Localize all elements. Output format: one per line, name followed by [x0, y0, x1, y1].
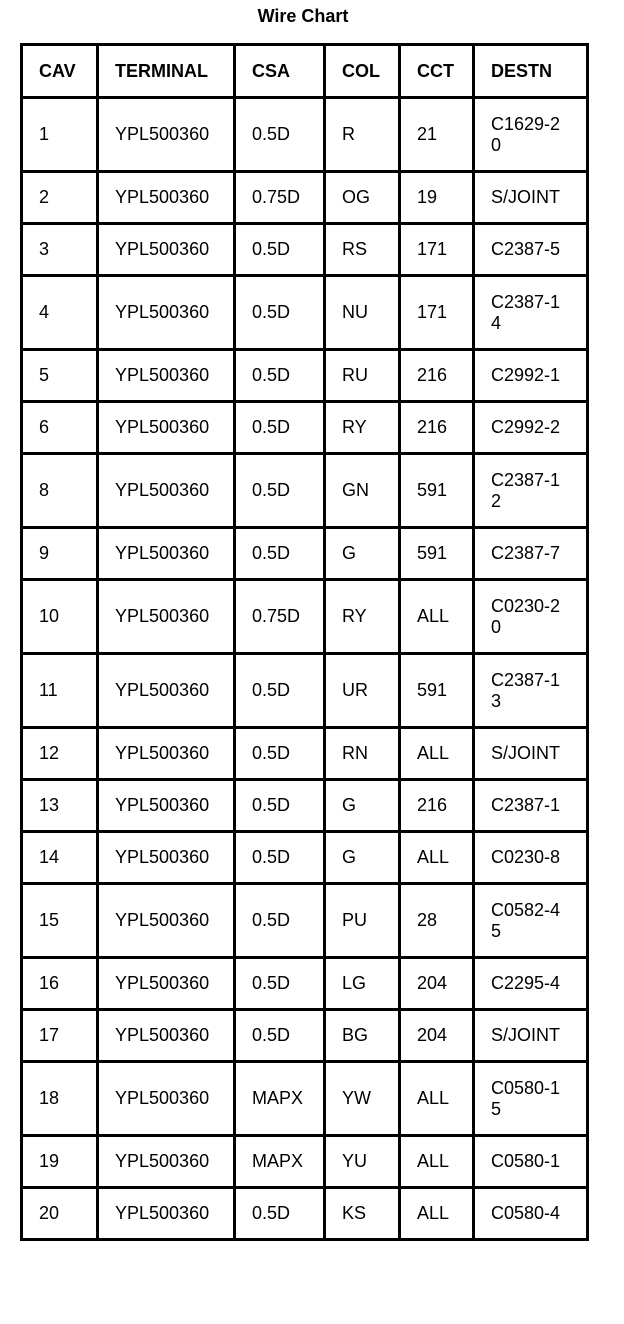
cell-col: G — [325, 832, 400, 884]
wire-chart-table — [20, 43, 589, 1241]
table-row — [22, 276, 588, 350]
cell-cct: ALL — [400, 1136, 474, 1188]
cell-destn: C0582-45 — [474, 884, 588, 958]
cell-cav: 17 — [22, 1010, 98, 1062]
cell-csa: MAPX — [235, 1136, 325, 1188]
table-row — [22, 884, 588, 958]
cell-cav: 11 — [22, 654, 98, 728]
cell-cct: ALL — [400, 1188, 474, 1240]
cell-col: RU — [325, 350, 400, 402]
cell-cav: 10 — [22, 580, 98, 654]
cell-terminal: YPL500360 — [98, 1188, 235, 1240]
cell-cct: ALL — [400, 728, 474, 780]
cell-cav: 14 — [22, 832, 98, 884]
cell-cct: 28 — [400, 884, 474, 958]
cell-cct: 171 — [400, 276, 474, 350]
table-row — [22, 1010, 588, 1062]
cell-csa: 0.5D — [235, 350, 325, 402]
cell-col: GN — [325, 454, 400, 528]
cell-col: G — [325, 780, 400, 832]
cell-col: G — [325, 528, 400, 580]
cell-cav: 19 — [22, 1136, 98, 1188]
cell-cct: 591 — [400, 454, 474, 528]
cell-col: NU — [325, 276, 400, 350]
cell-cav: 3 — [22, 224, 98, 276]
cell-csa: 0.5D — [235, 454, 325, 528]
cell-destn: C2387-12 — [474, 454, 588, 528]
table-row — [22, 580, 588, 654]
cell-cav: 5 — [22, 350, 98, 402]
cell-cct: 216 — [400, 402, 474, 454]
cell-cct: 204 — [400, 958, 474, 1010]
cell-col: R — [325, 98, 400, 172]
cell-col: YW — [325, 1062, 400, 1136]
cell-destn: C1629-20 — [474, 98, 588, 172]
cell-terminal: YPL500360 — [98, 580, 235, 654]
cell-csa: 0.5D — [235, 958, 325, 1010]
cell-terminal: YPL500360 — [98, 832, 235, 884]
table-row — [22, 654, 588, 728]
table-row — [22, 172, 588, 224]
column-header-col: COL — [325, 45, 400, 98]
table-row — [22, 1136, 588, 1188]
cell-cav: 8 — [22, 454, 98, 528]
cell-cav: 15 — [22, 884, 98, 958]
cell-csa: 0.5D — [235, 98, 325, 172]
cell-cav: 16 — [22, 958, 98, 1010]
cell-destn: C2992-2 — [474, 402, 588, 454]
cell-col: RY — [325, 580, 400, 654]
cell-destn: C0580-15 — [474, 1062, 588, 1136]
cell-cav: 1 — [22, 98, 98, 172]
cell-destn: C2387-7 — [474, 528, 588, 580]
cell-cav: 9 — [22, 528, 98, 580]
cell-terminal: YPL500360 — [98, 276, 235, 350]
cell-col: OG — [325, 172, 400, 224]
cell-destn: C2387-5 — [474, 224, 588, 276]
cell-cav: 6 — [22, 402, 98, 454]
column-header-cct: CCT — [400, 45, 474, 98]
cell-col: UR — [325, 654, 400, 728]
cell-terminal: YPL500360 — [98, 98, 235, 172]
cell-cav: 4 — [22, 276, 98, 350]
cell-destn: C2295-4 — [474, 958, 588, 1010]
table-row — [22, 224, 588, 276]
cell-cav: 13 — [22, 780, 98, 832]
table-row — [22, 98, 588, 172]
cell-terminal: YPL500360 — [98, 884, 235, 958]
cell-csa: 0.5D — [235, 402, 325, 454]
cell-col: BG — [325, 1010, 400, 1062]
cell-destn: C0580-4 — [474, 1188, 588, 1240]
cell-csa: 0.5D — [235, 780, 325, 832]
cell-cct: ALL — [400, 832, 474, 884]
cell-destn: S/JOINT — [474, 172, 588, 224]
column-header-csa: CSA — [235, 45, 325, 98]
cell-terminal: YPL500360 — [98, 780, 235, 832]
cell-cct: 591 — [400, 528, 474, 580]
cell-terminal: YPL500360 — [98, 402, 235, 454]
table-row — [22, 1062, 588, 1136]
table-row — [22, 402, 588, 454]
cell-csa: 0.5D — [235, 884, 325, 958]
cell-cav: 20 — [22, 1188, 98, 1240]
cell-terminal: YPL500360 — [98, 350, 235, 402]
cell-terminal: YPL500360 — [98, 654, 235, 728]
cell-destn: C0230-8 — [474, 832, 588, 884]
cell-col: RS — [325, 224, 400, 276]
cell-terminal: YPL500360 — [98, 454, 235, 528]
cell-destn: C0230-20 — [474, 580, 588, 654]
table-row — [22, 958, 588, 1010]
cell-cav: 18 — [22, 1062, 98, 1136]
table-row — [22, 454, 588, 528]
column-header-cav: CAV — [22, 45, 98, 98]
table-body — [22, 98, 588, 1240]
page-title: Wire Chart — [257, 6, 349, 26]
cell-destn: S/JOINT — [474, 728, 588, 780]
cell-terminal: YPL500360 — [98, 224, 235, 276]
cell-csa: 0.5D — [235, 728, 325, 780]
cell-terminal: YPL500360 — [98, 1062, 235, 1136]
cell-csa: 0.75D — [235, 172, 325, 224]
table-row — [22, 528, 588, 580]
cell-cav: 12 — [22, 728, 98, 780]
table-row — [22, 832, 588, 884]
cell-csa: 0.5D — [235, 654, 325, 728]
cell-cct: 591 — [400, 654, 474, 728]
cell-terminal: YPL500360 — [98, 1136, 235, 1188]
cell-csa: 0.5D — [235, 276, 325, 350]
cell-destn: C0580-1 — [474, 1136, 588, 1188]
cell-terminal: YPL500360 — [98, 958, 235, 1010]
table-header-row — [22, 45, 588, 98]
cell-destn: C2992-1 — [474, 350, 588, 402]
cell-destn: C2387-14 — [474, 276, 588, 350]
cell-cct: 171 — [400, 224, 474, 276]
column-header-destn: DESTN — [474, 45, 588, 98]
table-row — [22, 780, 588, 832]
cell-cct: 21 — [400, 98, 474, 172]
cell-cct: 19 — [400, 172, 474, 224]
table-row — [22, 728, 588, 780]
cell-csa: 0.75D — [235, 580, 325, 654]
cell-destn: S/JOINT — [474, 1010, 588, 1062]
cell-csa: 0.5D — [235, 832, 325, 884]
cell-terminal: YPL500360 — [98, 528, 235, 580]
cell-destn: C2387-13 — [474, 654, 588, 728]
cell-terminal: YPL500360 — [98, 1010, 235, 1062]
cell-csa: 0.5D — [235, 528, 325, 580]
table-row — [22, 350, 588, 402]
cell-cct: ALL — [400, 580, 474, 654]
cell-csa: MAPX — [235, 1062, 325, 1136]
cell-terminal: YPL500360 — [98, 172, 235, 224]
cell-csa: 0.5D — [235, 1010, 325, 1062]
cell-terminal: YPL500360 — [98, 728, 235, 780]
cell-col: RY — [325, 402, 400, 454]
cell-cct: 216 — [400, 780, 474, 832]
cell-col: PU — [325, 884, 400, 958]
cell-col: LG — [325, 958, 400, 1010]
cell-cct: ALL — [400, 1062, 474, 1136]
table-row — [22, 1188, 588, 1240]
cell-cct: 216 — [400, 350, 474, 402]
cell-col: RN — [325, 728, 400, 780]
cell-csa: 0.5D — [235, 1188, 325, 1240]
column-header-terminal: TERMINAL — [98, 45, 235, 98]
cell-cct: 204 — [400, 1010, 474, 1062]
cell-cav: 2 — [22, 172, 98, 224]
cell-col: KS — [325, 1188, 400, 1240]
cell-destn: C2387-1 — [474, 780, 588, 832]
cell-csa: 0.5D — [235, 224, 325, 276]
cell-col: YU — [325, 1136, 400, 1188]
